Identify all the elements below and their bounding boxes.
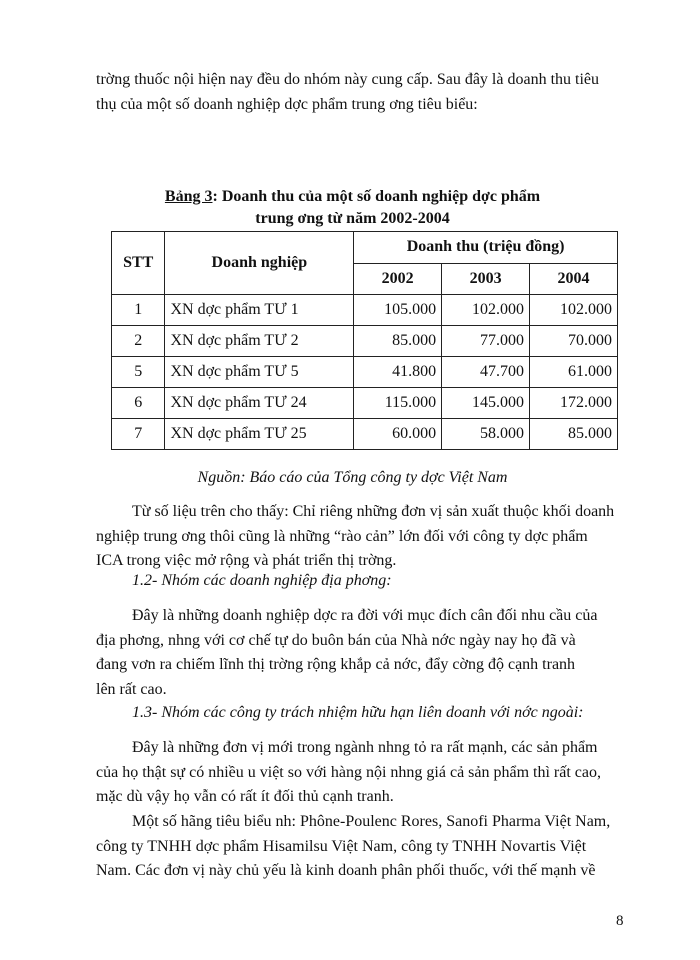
header-year-2003: 2003 — [442, 263, 530, 295]
cell-company: XN dợc phẩm TƯ 5 — [165, 357, 354, 388]
cell-company: XN dợc phẩm TƯ 25 — [165, 419, 354, 450]
section-heading-1-2: 1.2- Nhóm các doanh nghiệp địa phơng: — [132, 572, 392, 589]
cell-stt: 1 — [112, 295, 165, 326]
local-line-4: lên rất cao. — [96, 680, 167, 698]
table-header-row — [112, 232, 618, 264]
header-year-2004: 2004 — [530, 263, 618, 295]
table-caption-title: : Doanh thu của một số doanh nghiệp dợc phẩm — [212, 188, 541, 205]
table-row — [112, 326, 618, 357]
cell-value-2004: 172.000 — [530, 388, 618, 419]
revenue-table — [111, 231, 618, 450]
cell-value-2002: 105.000 — [354, 295, 442, 326]
analysis-line-1: Từ số liệu trên cho thấy: Chỉ riêng những đơn vị sản xuất thuộc khối doanh — [132, 503, 615, 520]
companies-paragraph — [96, 810, 609, 884]
page-number: 8 — [616, 913, 624, 929]
intro-line-2: thụ của một số doanh nghiệp dợc phẩm trung ơng tiêu biểu: — [96, 95, 478, 113]
local-line-1: Đây là những doanh nghiệp dợc ra đời với mục đích cân đối nhu cầu của — [132, 607, 598, 624]
header-company: Doanh nghiệp — [165, 232, 354, 295]
table-caption — [96, 186, 609, 230]
intro-paragraph — [96, 68, 609, 117]
table-caption-line-2: trung ơng từ năm 2002-2004 — [255, 210, 450, 227]
cell-stt: 6 — [112, 388, 165, 419]
cell-value-2004: 85.000 — [530, 419, 618, 450]
header-revenue-group: Doanh thu (triệu đồng) — [354, 232, 618, 264]
header-year-2002: 2002 — [354, 263, 442, 295]
cell-value-2003: 47.700 — [442, 357, 530, 388]
companies-line-1: Một số hãng tiêu biểu nh: Phône-Poulenc Rores, Sanofi Pharma Việt Nam, — [132, 813, 611, 830]
cell-value-2002: 41.800 — [354, 357, 442, 388]
table-caption-line-1 — [96, 186, 609, 208]
cell-value-2003: 58.000 — [442, 419, 530, 450]
cell-value-2003: 145.000 — [442, 388, 530, 419]
intro-line-1: trờng thuốc nội hiện nay đều do nhóm này cung cấp. Sau đây là doanh thu tiêu — [96, 71, 600, 88]
joint-line-1: Đây là những đơn vị mới trong ngành nhng tỏ ra rất mạnh, các sản phẩm — [132, 739, 598, 756]
companies-line-3: Nam. Các đơn vị này chủ yếu là kinh doanh phân phối thuốc, với thế mạnh về — [96, 862, 596, 879]
table-row — [112, 295, 618, 326]
table-row — [112, 357, 618, 388]
cell-value-2004: 70.000 — [530, 326, 618, 357]
cell-stt: 7 — [112, 419, 165, 450]
cell-value-2004: 61.000 — [530, 357, 618, 388]
table-row — [112, 419, 618, 450]
header-stt: STT — [112, 232, 165, 295]
cell-value-2002: 60.000 — [354, 419, 442, 450]
cell-value-2002: 85.000 — [354, 326, 442, 357]
local-enterprises-paragraph — [96, 604, 609, 702]
cell-stt: 5 — [112, 357, 165, 388]
cell-value-2003: 102.000 — [442, 295, 530, 326]
cell-stt: 2 — [112, 326, 165, 357]
cell-value-2004: 102.000 — [530, 295, 618, 326]
table-row — [112, 388, 618, 419]
cell-value-2003: 77.000 — [442, 326, 530, 357]
analysis-paragraph — [96, 500, 615, 574]
cell-value-2002: 115.000 — [354, 388, 442, 419]
local-line-3: đang vơn ra chiếm lĩnh thị trờng rộng khắp cả nớc, đẩy cờng độ cạnh tranh — [96, 656, 576, 673]
cell-company: XN dợc phẩm TƯ 24 — [165, 388, 354, 419]
joint-line-2: của họ thật sự có nhiều u việt so với hàng nội nhng giá cả sản phẩm thì rất cao, — [96, 763, 602, 781]
analysis-line-3: ICA trong việc mở rộng và phát triển thị trờng. — [96, 552, 397, 569]
table-caption-label: Bảng 3 — [164, 188, 213, 205]
companies-line-2: công ty TNHH dợc phẩm Hisamilsu Việt Nam, công ty TNHH Novartis Việt — [96, 837, 587, 855]
joint-venture-paragraph — [96, 736, 609, 810]
section-heading-1-3: 1.3- Nhóm các công ty trách nhiệm hữu hạn liên doanh với nớc ngoài: — [132, 704, 584, 721]
table-source: Nguồn: Báo cáo của Tổng công ty dợc Việt Nam — [197, 469, 508, 486]
cell-company: XN dợc phẩm TƯ 2 — [165, 326, 354, 357]
joint-line-3: mặc dù vậy họ vẫn có rất ít đối thủ cạnh tranh. — [96, 788, 394, 805]
local-line-2: địa phơng, nhng với cơ chế tự do buôn bán của Nhà nớc ngày nay họ đã và — [96, 631, 576, 649]
analysis-line-2: nghiệp trung ơng thôi cũng là những “rào cản” lớn đối với công ty dợc phẩm — [96, 527, 588, 545]
cell-company: XN dợc phẩm TƯ 1 — [165, 295, 354, 326]
